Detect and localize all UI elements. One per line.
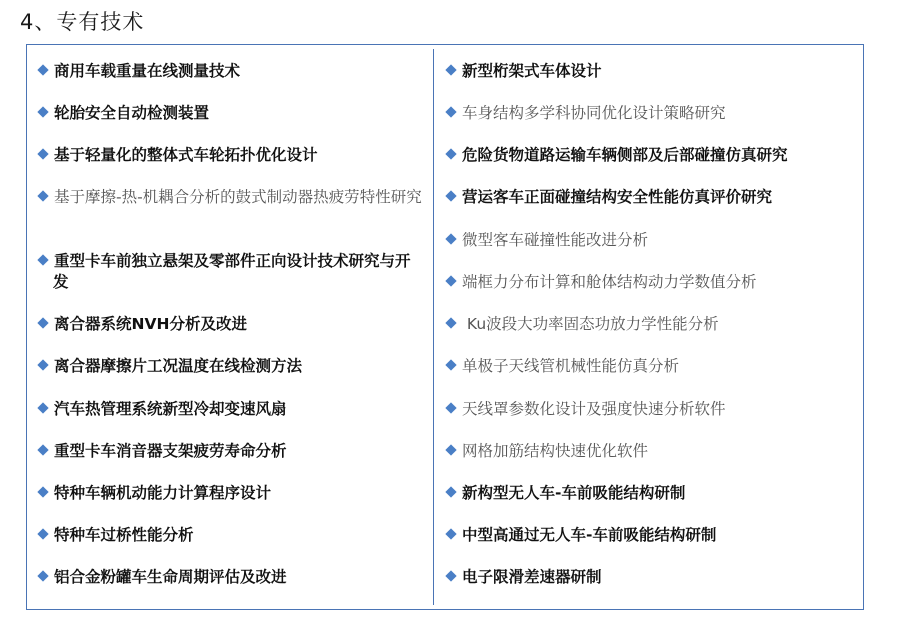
item-text: 天线罩参数化设计及强度快速分析软件 <box>462 400 726 418</box>
diamond-bullet-icon <box>37 64 48 75</box>
item-text: 汽车热管理系统新型冷却变速风扇 <box>54 400 287 418</box>
diamond-bullet-icon <box>37 444 48 455</box>
diamond-bullet-icon <box>37 190 48 201</box>
list-item <box>445 230 859 251</box>
list-item <box>445 483 859 504</box>
list-item <box>37 145 423 166</box>
item-text: 轮胎安全自动检测装置 <box>54 104 210 122</box>
diamond-bullet-icon <box>445 317 456 328</box>
item-text: 营运客车正面碰撞结构安全性能仿真评价研究 <box>462 188 773 206</box>
diamond-bullet-icon <box>37 106 48 117</box>
diamond-bullet-icon <box>37 254 48 265</box>
diamond-bullet-icon <box>37 402 48 413</box>
list-item <box>445 525 859 546</box>
list-item <box>37 103 423 124</box>
item-text: 电子限滑差速器研制 <box>462 568 602 586</box>
diamond-bullet-icon <box>445 570 456 581</box>
item-text: 基于摩擦-热-机耦合分析的鼓式制动器热疲劳特性研究 <box>54 188 422 206</box>
list-item <box>445 272 859 293</box>
technology-list-frame <box>26 44 864 610</box>
diamond-bullet-icon <box>445 275 456 286</box>
diamond-bullet-icon <box>37 486 48 497</box>
diamond-bullet-icon <box>445 402 456 413</box>
item-text: 重型卡车消音器支架疲劳寿命分析 <box>54 442 287 460</box>
list-item <box>37 187 423 208</box>
list-item <box>445 356 859 377</box>
item-text: 微型客车碰撞性能改进分析 <box>462 231 649 249</box>
item-text: 端框力分布计算和舱体结构动力学数值分析 <box>462 273 757 291</box>
list-item <box>37 314 423 335</box>
list-item <box>37 441 423 462</box>
list-item <box>445 145 859 166</box>
diamond-bullet-icon <box>445 528 456 539</box>
diamond-bullet-icon <box>37 528 48 539</box>
item-text: 离合器系统NVH分析及改进 <box>54 315 247 333</box>
list-item <box>37 399 423 420</box>
item-text: 新型桁架式车体设计 <box>462 62 602 80</box>
list-item <box>445 441 859 462</box>
item-text: 重型卡车前独立悬架及零部件正向设计技术研究与开发 <box>53 252 411 291</box>
list-item <box>37 356 423 377</box>
diamond-bullet-icon <box>445 444 456 455</box>
item-text: Ku波段大功率固态功放力学性能分析 <box>462 315 719 333</box>
list-item <box>445 103 859 124</box>
item-text: 铝合金粉罐车生命周期评估及改进 <box>54 568 287 586</box>
diamond-bullet-icon <box>37 359 48 370</box>
diamond-bullet-icon <box>37 570 48 581</box>
item-text: 中型高通过无人车-车前吸能结构研制 <box>462 526 717 544</box>
diamond-bullet-icon <box>445 233 456 244</box>
item-text: 特种车过桥性能分析 <box>54 526 194 544</box>
list-item <box>445 567 859 588</box>
item-text: 商用车载重量在线测量技术 <box>54 62 241 80</box>
item-text: 单极子天线管机械性能仿真分析 <box>462 357 680 375</box>
diamond-bullet-icon <box>37 148 48 159</box>
diamond-bullet-icon <box>445 148 456 159</box>
diamond-bullet-icon <box>445 64 456 75</box>
item-text: 网格加筋结构快速优化软件 <box>462 442 649 460</box>
list-item <box>37 251 423 293</box>
list-item <box>445 399 859 420</box>
diamond-bullet-icon <box>445 190 456 201</box>
list-item <box>445 187 859 208</box>
diamond-bullet-icon <box>37 317 48 328</box>
list-item <box>445 61 859 82</box>
page-heading: 4、专有技术 <box>20 10 145 34</box>
list-item <box>37 525 423 546</box>
list-item <box>37 483 423 504</box>
item-text: 新构型无人车-车前吸能结构研制 <box>462 484 686 502</box>
diamond-bullet-icon <box>445 106 456 117</box>
list-item <box>37 567 423 588</box>
item-text: 危险货物道路运输车辆侧部及后部碰撞仿真研究 <box>462 146 788 164</box>
item-text: 离合器摩擦片工况温度在线检测方法 <box>54 357 303 375</box>
item-text: 车身结构多学科协同优化设计策略研究 <box>462 104 726 122</box>
diamond-bullet-icon <box>445 359 456 370</box>
list-item <box>37 61 423 82</box>
item-text: 特种车辆机动能力计算程序设计 <box>54 484 272 502</box>
item-text: 基于轻量化的整体式车轮拓扑优化设计 <box>54 146 318 164</box>
diamond-bullet-icon <box>445 486 456 497</box>
column-divider <box>433 49 434 605</box>
list-item <box>445 314 859 335</box>
